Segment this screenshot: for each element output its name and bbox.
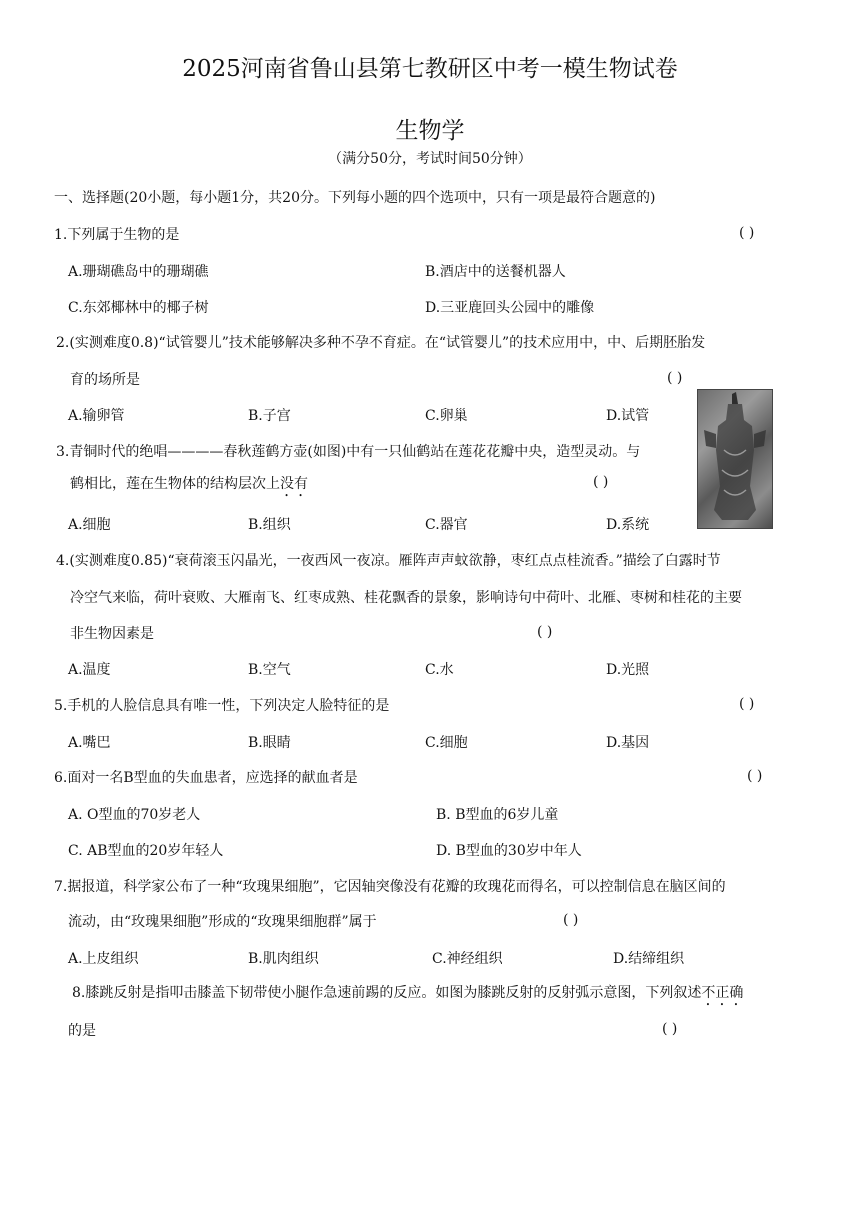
q7-option-c[interactable]: C.神经组织	[432, 951, 503, 967]
q3-option-a[interactable]: A.细胞	[68, 517, 111, 533]
q3-emphasis-text: 没有	[280, 476, 308, 492]
q5-option-c[interactable]: C.细胞	[425, 735, 468, 751]
q5-option-d[interactable]: D.基因	[606, 735, 650, 751]
q6-stem: 6.面对一名B型血的失血患者，应选择的献血者是	[54, 770, 358, 786]
q6-answer-blank[interactable]: ( )	[747, 768, 763, 784]
q3-answer-blank[interactable]: ( )	[593, 474, 609, 490]
q2-option-a[interactable]: A.输卵管	[68, 408, 125, 424]
exam-title: 2025河南省鲁山县第七教研区中考一模生物试卷	[182, 56, 678, 82]
q7-option-b[interactable]: B.肌肉组织	[248, 951, 319, 967]
q2-stem-line1: 2.(实测难度0.8)“试管婴儿”技术能够解决多种不孕不育症。在“试管婴儿”的技术应用中，中、后期胚胎发	[56, 335, 706, 351]
q7-option-a[interactable]: A.上皮组织	[68, 951, 139, 967]
q2-option-d[interactable]: D.试管	[606, 408, 650, 424]
q2-answer-blank[interactable]: ( )	[667, 370, 683, 386]
bronze-pot-illustration	[698, 390, 772, 528]
q1-option-b[interactable]: B.酒店中的送餐机器人	[425, 264, 566, 280]
q3-stem-line1: 3.青铜时代的绝唱————春秋莲鹤方壶(如图)中有一只仙鹤站在莲花花瓣中央，造型灵动。与	[56, 444, 641, 460]
q6-option-d[interactable]: D. B型血的30岁中年人	[436, 843, 582, 859]
q3-option-c[interactable]: C.器官	[425, 517, 468, 533]
q8-stem-line1	[72, 983, 743, 1009]
q7-option-d[interactable]: D.结缔组织	[613, 951, 685, 967]
q4-option-a[interactable]: A.温度	[68, 662, 111, 678]
q3-stem-text: 鹤相比，莲在生物体的结构层次上	[70, 476, 280, 492]
q8-stem-line2: 的是	[68, 1023, 96, 1039]
q7-stem-line2: 流动，由“玫瑰果细胞”形成的“玫瑰果细胞群”属于	[68, 914, 377, 930]
q4-stem-line2: 冷空气来临，荷叶衰败、大雁南飞、红枣成熟、桂花飘香的景象，影响诗句中荷叶、北雁、枣树和桂花的主要	[70, 590, 742, 606]
subject-heading: 生物学	[395, 118, 465, 144]
q2-option-b[interactable]: B.子宫	[248, 408, 291, 424]
q8-stem-text: 8.膝跳反射是指叩击膝盖下韧带使小腿作急速前踢的反应。如图为膝跳反射的反射弧示意图，下列叙述	[72, 985, 702, 1001]
section-heading: 一、选择题(20小题，每小题1分，共20分。下列每小题的四个选项中，只有一项是最符合题意的)	[54, 190, 656, 206]
q6-option-b[interactable]: B. B型血的6岁儿童	[436, 807, 559, 823]
q7-stem-line1: 7.据报道，科学家公布了一种“玫瑰果细胞”，它因轴突像没有花瓣的玫瑰花而得名，可以控制信息在脑区间的	[54, 879, 726, 895]
q6-option-a[interactable]: A. O型血的70岁老人	[68, 807, 201, 823]
q1-answer-blank[interactable]: ( )	[739, 225, 755, 241]
q1-option-c[interactable]: C.东郊椰林中的椰子树	[68, 300, 209, 316]
q1-option-d[interactable]: D.三亚鹿回头公园中的雕像	[425, 300, 595, 316]
q4-option-d[interactable]: D.光照	[606, 662, 650, 678]
q3-stem-line2	[70, 474, 308, 500]
q2-option-c[interactable]: C.卵巢	[425, 408, 468, 424]
q5-answer-blank[interactable]: ( )	[739, 696, 755, 712]
q8-emphasis-text: 不正确	[701, 985, 744, 1001]
exam-note: （满分50分，考试时间50分钟）	[328, 151, 532, 167]
q3-option-b[interactable]: B.组织	[248, 517, 291, 533]
q5-option-b[interactable]: B.眼睛	[248, 735, 291, 751]
q8-answer-blank[interactable]: ( )	[662, 1021, 678, 1037]
q4-option-c[interactable]: C.水	[425, 662, 454, 678]
q4-answer-blank[interactable]: ( )	[537, 624, 553, 640]
q4-stem-line1: 4.(实测难度0.85)“衰荷滚玉闪晶光，一夜西风一夜凉。雁阵声声蚊欲静，枣红点点桂流香。”描绘了白露时节	[56, 553, 721, 569]
q5-option-a[interactable]: A.嘴巴	[68, 735, 111, 751]
q6-option-c[interactable]: C. AB型血的20岁年轻人	[68, 843, 224, 859]
q4-stem-line3: 非生物因素是	[70, 626, 154, 642]
q7-answer-blank[interactable]: ( )	[563, 912, 579, 928]
q3-option-d[interactable]: D.系统	[606, 517, 650, 533]
q4-option-b[interactable]: B.空气	[248, 662, 291, 678]
q1-option-a[interactable]: A.珊瑚礁岛中的珊瑚礁	[68, 264, 209, 280]
q1-stem: 1.下列属于生物的是	[54, 227, 180, 243]
q2-stem-line2: 育的场所是	[70, 372, 140, 388]
lotus-crane-pot-image	[697, 389, 773, 529]
q5-stem: 5.手机的人脸信息具有唯一性，下列决定人脸特征的是	[54, 698, 390, 714]
